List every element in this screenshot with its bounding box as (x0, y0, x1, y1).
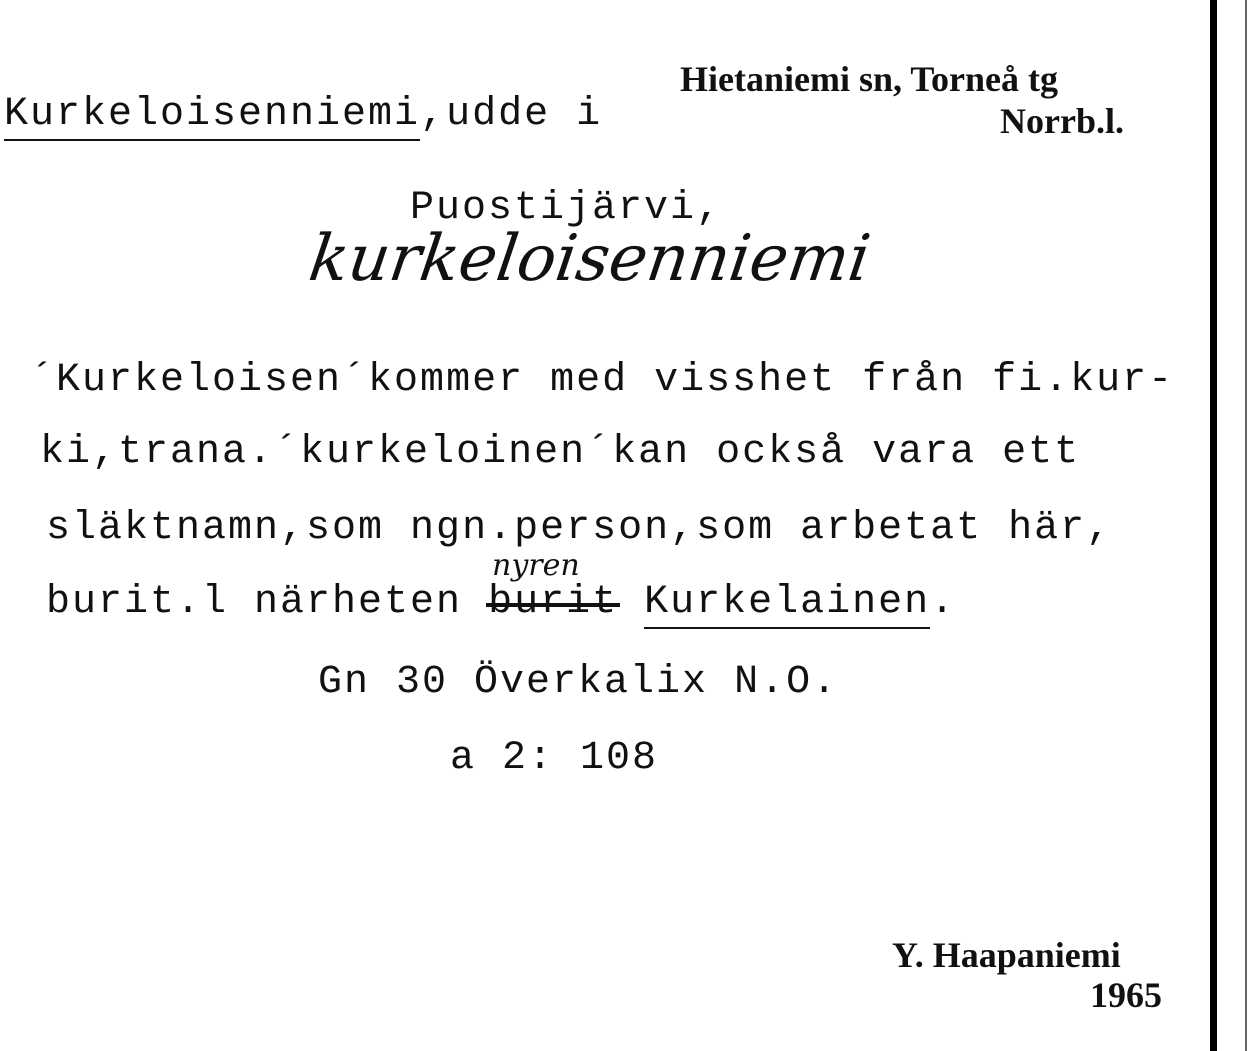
handwritten-insertion: nyren (492, 548, 580, 583)
lake-name: Puostijärvi, (410, 186, 723, 231)
handwritten-place-name: kurkeloisenniemi (304, 222, 875, 296)
body-line-4-start: burit.l närheten (46, 580, 463, 625)
card-right-edge-thin-line (1245, 0, 1247, 1051)
place-type: ,udde i (420, 92, 603, 137)
card-right-edge-line (1210, 0, 1217, 1051)
year: 1965 (1090, 975, 1162, 1015)
map-reference: a 2: 108 (450, 736, 659, 781)
struck-word: burit (488, 580, 619, 625)
source-reference: Gn 30 Överkalix N.O. (318, 660, 839, 705)
body-line-3: släktnamn,som ngn.person,som arbetat här, (46, 506, 1113, 551)
surname: Kurkelainen (644, 580, 930, 629)
body-line-4 (46, 580, 956, 625)
county: Norrb.l. (1000, 101, 1124, 141)
author: Y. Haapaniemi (892, 935, 1121, 975)
body-line-1: ´Kurkeloisen´kommer med visshet från fi.kur- (30, 358, 1175, 403)
body-line-2: ki,trana.´kurkeloinen´kan också vara ett (40, 430, 1081, 475)
parish-district: Hietaniemi sn, Torneå tg (680, 59, 1059, 99)
body-line-4-end: . (930, 580, 957, 625)
place-name: Kurkeloisenniemi (4, 92, 420, 141)
place-heading (4, 92, 602, 137)
